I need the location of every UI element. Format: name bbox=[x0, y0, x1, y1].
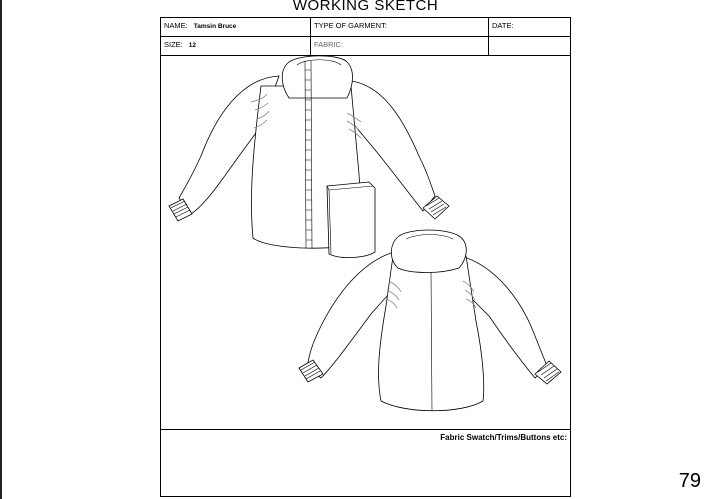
form-row-2 bbox=[161, 37, 570, 55]
page-number: 79 bbox=[678, 470, 701, 492]
fabric-swatch-label: Fabric Swatch/Trims/Buttons etc: bbox=[440, 433, 567, 442]
drawing-area bbox=[161, 56, 570, 429]
garment-type-field[interactable] bbox=[311, 18, 489, 36]
size-value: 12 bbox=[188, 42, 196, 49]
name-label: NAME: bbox=[164, 21, 188, 30]
fabric-label: FABRIC: bbox=[314, 40, 344, 49]
blank-field bbox=[489, 37, 570, 55]
fabric-field[interactable] bbox=[311, 37, 489, 55]
date-field[interactable] bbox=[489, 18, 570, 36]
name-field[interactable] bbox=[161, 18, 311, 36]
garment-type-label: TYPE OF GARMENT: bbox=[314, 21, 387, 30]
fabric-swatch-box[interactable] bbox=[161, 429, 570, 496]
form-row-1 bbox=[161, 18, 570, 37]
jacket-front-sketch bbox=[169, 56, 449, 258]
name-value: Tamsin Bruce bbox=[193, 23, 237, 30]
garment-sketch bbox=[161, 56, 570, 429]
page-title: WORKING SKETCH bbox=[292, 0, 439, 14]
form-header bbox=[161, 18, 570, 56]
size-field[interactable] bbox=[161, 37, 311, 55]
date-label: DATE: bbox=[492, 21, 514, 30]
size-label: SIZE: bbox=[164, 40, 183, 49]
page-edge-rule bbox=[0, 0, 2, 499]
sketch-sheet bbox=[160, 17, 571, 497]
